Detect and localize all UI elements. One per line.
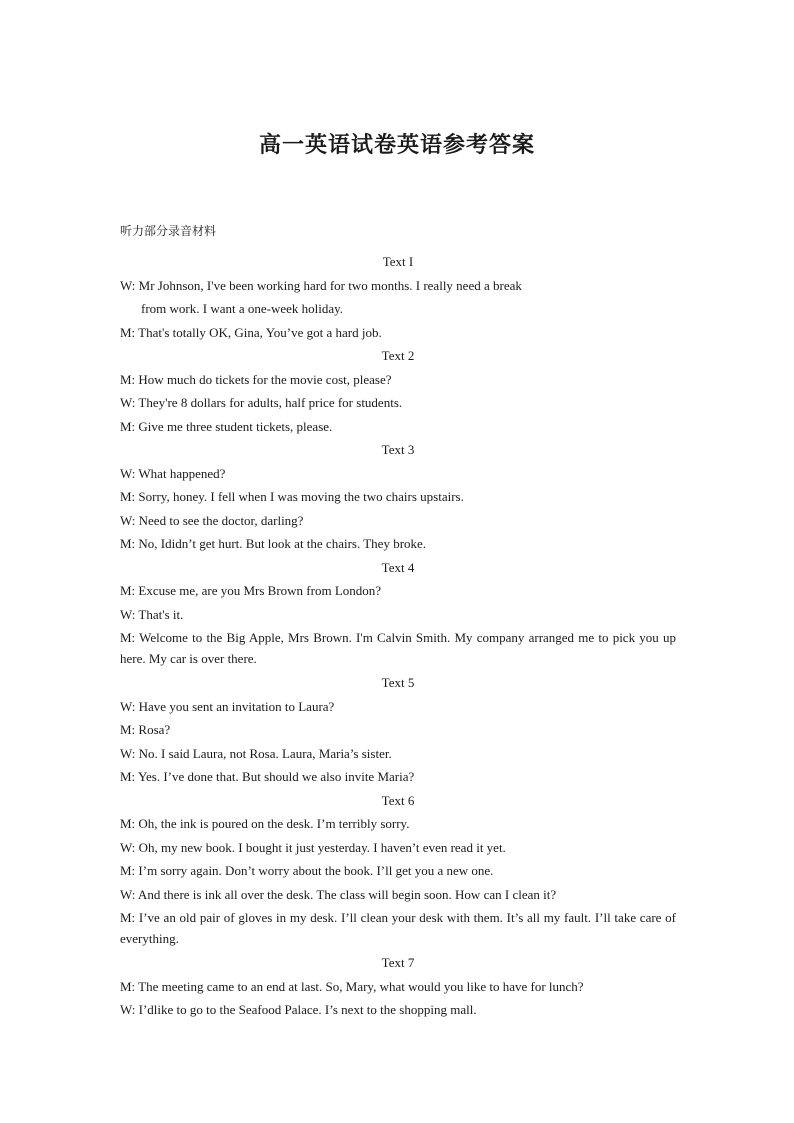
dialogue-line: M: Rosa? — [120, 722, 171, 737]
dialogue-line: W: Need to see the doctor, darling? — [120, 512, 304, 528]
text-heading: Text I — [382, 254, 414, 269]
dialogue-line: M: The meeting came to an end at last. So, Mary, what would you like to have for lunch? — [120, 978, 584, 994]
section-label: 听力部分录音材料 — [120, 224, 217, 238]
text-block — [120, 344, 676, 438]
dialogue-line: M: Excuse me, are you Mrs Brown from London? — [120, 583, 382, 598]
text-block — [120, 556, 676, 672]
text-block — [120, 250, 676, 344]
dialogue-line: M: Give me three student tickets, please. — [120, 418, 333, 434]
dialogue-line: W: That's it. — [120, 606, 184, 622]
text-block — [120, 671, 676, 789]
dialogue-line: W: I’dlike to go to the Seafood Palace. I’s next to the shopping mall. — [120, 1002, 477, 1017]
dialogue-line: M: No, Ididn’t get hurt. But look at the chairs. They broke. — [120, 536, 427, 551]
dialogue-line: from work. I want a one-week holiday. — [141, 301, 344, 316]
text-heading: Text 2 — [381, 348, 415, 363]
dialogue-line: W: And there is ink all over the desk. The class will begin soon. How can I clean it? — [120, 886, 557, 902]
dialogue-line: W: What happened? — [120, 465, 226, 481]
dialogue-line: M: Yes. I’ve done that. But should we also invite Maria? — [120, 769, 415, 784]
text-block — [120, 951, 676, 1022]
dialogue-line: M: Oh, the ink is poured on the desk. I’m terribly sorry. — [120, 816, 410, 831]
dialogue-line: M: I’m sorry again. Don’t worry about the book. I’ll get you a new one. — [120, 863, 494, 878]
page-title: 高一英语试卷英语参考答案 — [258, 133, 535, 158]
text-block — [120, 438, 676, 556]
dialogue-line: W: Oh, my new book. I bought it just yesterday. I haven’t even read it yet. — [120, 839, 506, 855]
dialogue-line: M: I’ve an old pair of gloves in my desk. I’ll clean your desk with them. It’s all my fault. I’ll take care of everything. — [120, 910, 676, 946]
text-heading: Text 3 — [381, 442, 415, 457]
text-heading: Text 5 — [381, 675, 415, 690]
dialogue-line: W: No. I said Laura, not Rosa. Laura, Maria’s sister. — [120, 745, 392, 761]
text-heading: Text 7 — [381, 955, 415, 970]
dialogue-line: M: That's totally OK, Gina, You’ve got a hard job. — [120, 324, 382, 340]
dialogue-line: M: How much do tickets for the movie cost, please? — [120, 371, 392, 387]
dialogue-line: W: They're 8 dollars for adults, half price for students. — [120, 395, 403, 410]
text-heading: Text 4 — [381, 559, 415, 575]
text-heading: Text 6 — [381, 792, 415, 808]
dialogue-line: M: Sorry, honey. I fell when I was moving the two chairs upstairs. — [120, 489, 464, 504]
dialogue-line: M: Welcome to the Big Apple, Mrs Brown. I'm Calvin Smith. My company arranged me to pick you up here. My car is over there. — [120, 630, 676, 666]
text-block — [120, 789, 676, 952]
dialogue-line: W: Have you sent an invitation to Laura? — [120, 698, 335, 714]
transcript-body — [120, 250, 676, 1022]
dialogue-line: W: Mr Johnson, I've been working hard for two months. I really need a break — [120, 277, 522, 293]
